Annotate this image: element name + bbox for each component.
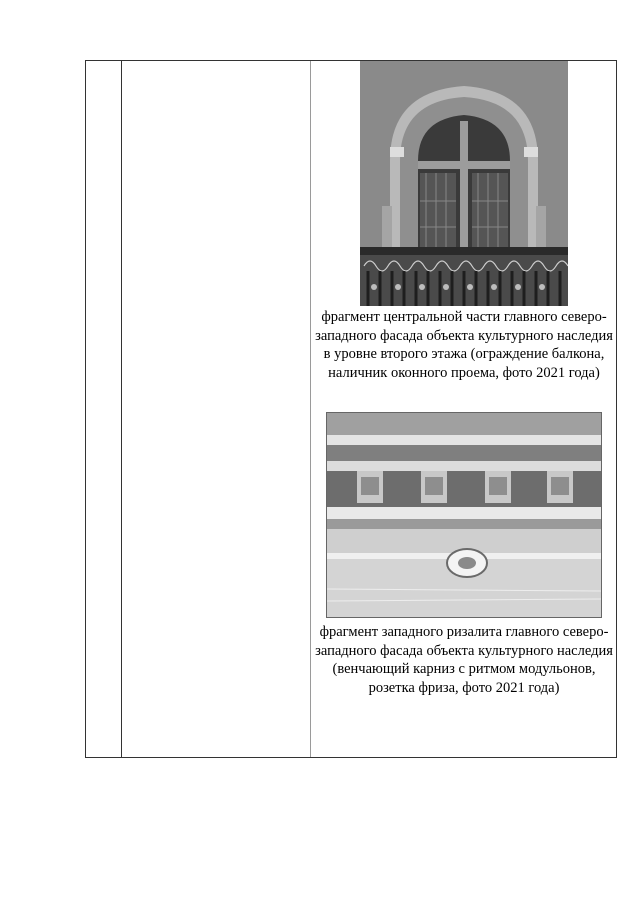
- facade-window-balcony-photo: [360, 61, 568, 306]
- document-table: [85, 60, 617, 758]
- photo1-caption: фрагмент центральной части главного северо-западного фасада объекта культурного наследия в уровне второго этажа (ограждение балкона, наличник оконного проема, фото 2021 года): [315, 309, 613, 381]
- facade-cornice-photo: [326, 412, 602, 618]
- column-divider-1: [121, 61, 122, 757]
- photo2-caption: фрагмент западного ризалита главного северо-западного фасада объекта культурного наследия (венчающий карниз с ритмом модульонов, розетка фриза, фото 2021 года): [315, 624, 613, 696]
- column-divider-2: [310, 61, 311, 757]
